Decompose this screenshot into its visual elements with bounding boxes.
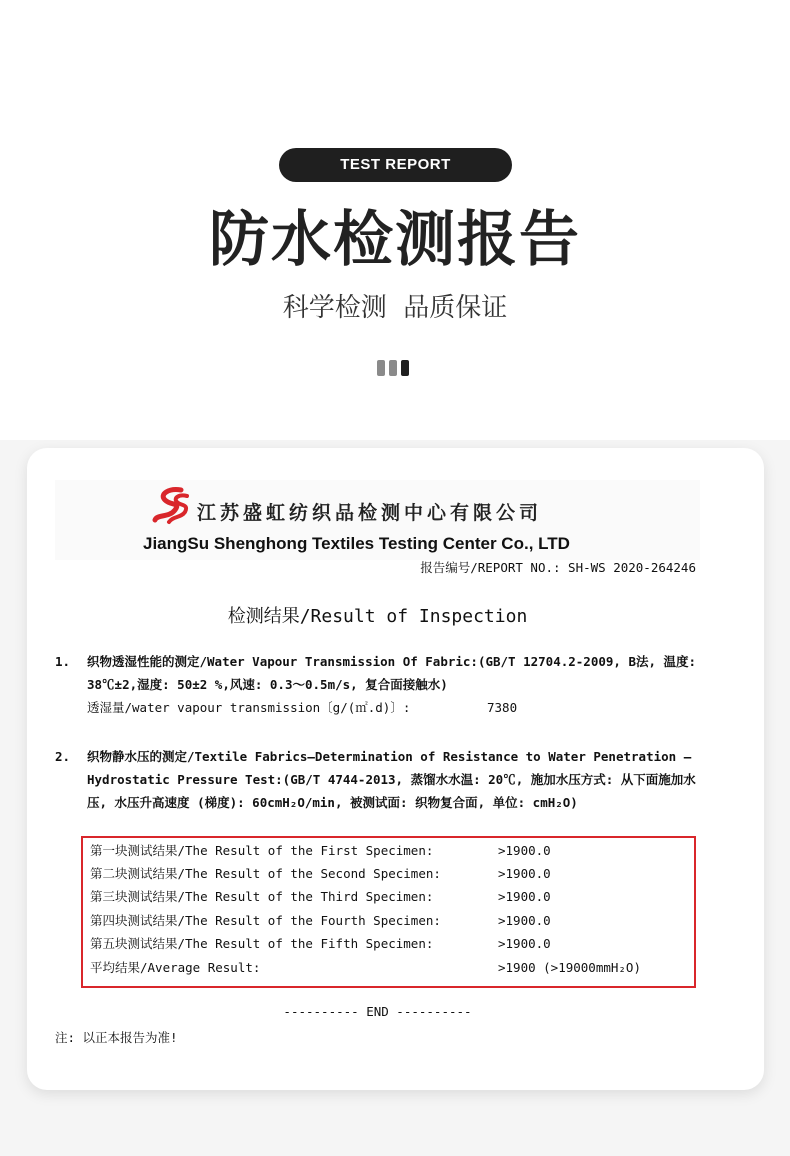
result-row xyxy=(90,909,690,932)
report-title: 检测结果/Result of Inspection xyxy=(227,606,528,627)
organization-name-cn: 江苏盛虹纺织品检测中心有限公司 xyxy=(197,502,543,524)
header-section xyxy=(0,0,790,440)
footnote: 注: 以正本报告为准! xyxy=(55,1030,178,1045)
result-label: 第一块测试结果/The Result of the First Specimen: xyxy=(90,843,434,858)
result-row xyxy=(90,885,690,908)
report-number: 报告编号/REPORT NO.: SH-WS 2020-264246 xyxy=(420,560,696,575)
transmission-value: 7380 xyxy=(487,700,518,715)
dot-indicator xyxy=(401,360,409,376)
dot-indicator xyxy=(377,360,385,376)
result-value: >1900.0 xyxy=(498,843,551,858)
result-row xyxy=(90,839,690,862)
letterhead xyxy=(55,480,700,560)
end-marker: ---------- END ---------- xyxy=(283,1004,472,1019)
result-value: >1900.0 xyxy=(498,936,551,951)
result-label: 平均结果/Average Result: xyxy=(90,960,261,975)
average-result-row xyxy=(90,956,690,979)
result-value: >1900.0 xyxy=(498,889,551,904)
result-label: 第五块测试结果/The Result of the Fifth Specimen: xyxy=(90,936,434,951)
result-value: >1900.0 xyxy=(498,913,551,928)
decorative-dots xyxy=(377,360,409,376)
result-label: 第四块测试结果/The Result of the Fourth Specimen: xyxy=(90,913,441,928)
result-row xyxy=(90,932,690,955)
page-subtitle: 科学检测 品质保证 xyxy=(282,293,508,323)
section-text: 织物静水压的测定/Textile Fabrics—Determination of Resistance to Water Penetration —Hydrostatic Pressure Test:(GB/T 4744-2013, 蒸馏水水温: 20℃, 施加水压方式: 从下面施加水压, 水压升高速度 (梯度): 60cmH₂O/min, 被测试面: 织物复合面, 单位: cmH₂O) xyxy=(87,749,696,810)
result-label: 第三块测试结果/The Result of the Third Specimen: xyxy=(90,889,434,904)
test-report-badge: TEST REPORT xyxy=(279,148,512,182)
section-number: 1. xyxy=(55,654,71,669)
result-value: >1900.0 xyxy=(498,866,551,881)
result-value: >1900 (>19000mmH₂O) xyxy=(498,960,641,975)
section-number: 2. xyxy=(55,749,71,764)
result-label: 第二块测试结果/The Result of the Second Specimen: xyxy=(90,866,441,881)
dot-indicator xyxy=(389,360,397,376)
organization-name-en: JiangSu Shenghong Textiles Testing Center Co., LTD xyxy=(143,534,570,553)
page-title: 防水检测报告 xyxy=(209,205,581,275)
company-logo-icon xyxy=(151,486,195,526)
section-text: 织物透湿性能的测定/Water Vapour Transmission Of Fabric:(GB/T 12704.2-2009, B法, 温度: 38℃±2,湿度: 50±2 %,风速: 0.3～0.5m/s, 复合面接触水) xyxy=(87,654,697,692)
results-box xyxy=(81,836,696,988)
transmission-label: 透湿量/water vapour transmission〔g/(㎡.d)〕: xyxy=(87,700,411,715)
transmission-result xyxy=(87,696,518,719)
result-row xyxy=(90,862,690,885)
